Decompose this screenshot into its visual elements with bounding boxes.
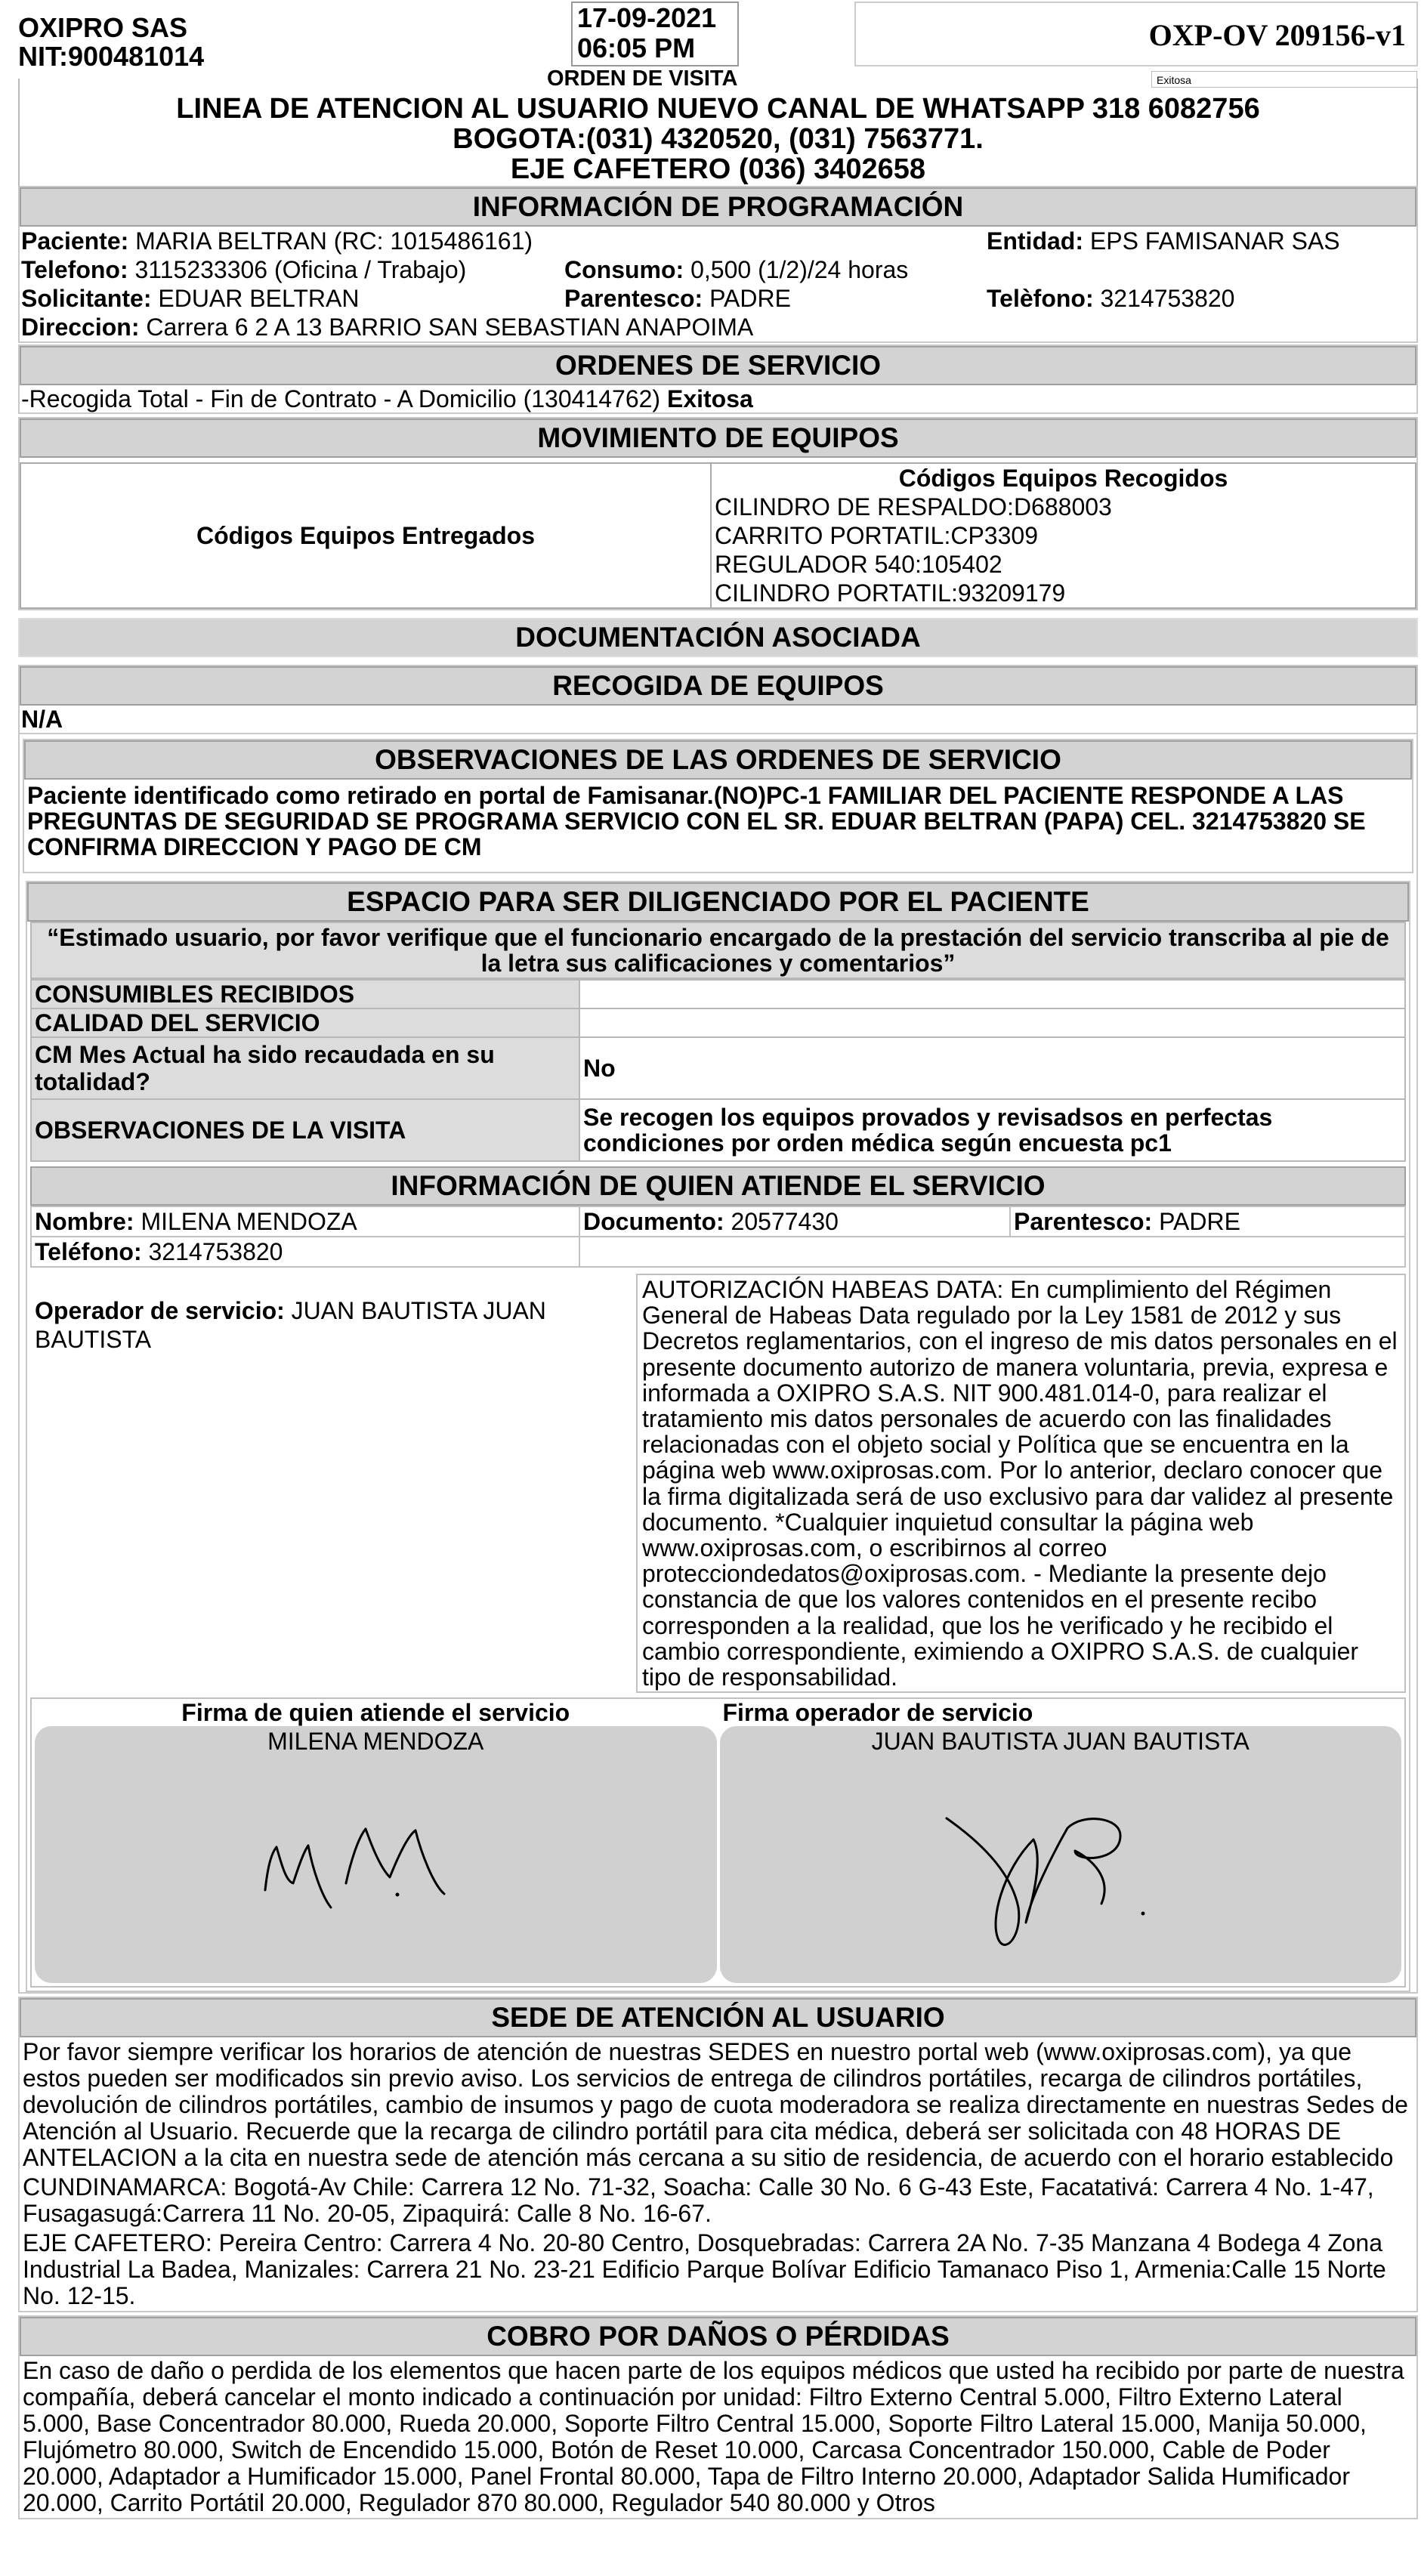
table-row [31, 1037, 1405, 1099]
firmas-row [30, 1697, 1406, 1988]
solicitante-cell [20, 284, 563, 313]
atiende-telefono-label: Teléfono: [35, 1238, 142, 1265]
firma-atiende-card [35, 1726, 717, 1983]
consumibles-value [579, 980, 1405, 1008]
table-row [31, 1237, 1405, 1267]
company-block [18, 14, 204, 71]
atiende-documento-cell [579, 1206, 1010, 1237]
paciente-space-subtitle: “Estimado usuario, por favor verifique que el funcionario encargado de la prestación del servicio transcriba al pie de la letra sus calificaciones y comentarios” [30, 922, 1406, 979]
table-row [31, 1099, 1405, 1161]
recogido-item: CARRITO PORTATIL:CP3309 [715, 522, 1038, 549]
bogota-line: BOGOTA:(031) 4320520, (031) 7563771. [453, 123, 984, 155]
recogido-item: CILINDRO PORTATIL:93209179 [715, 579, 1066, 607]
documentacion-title: DOCUMENTACIÓN ASOCIADA [18, 618, 1418, 657]
observaciones-text: Paciente identificado como retirado en portal de Famisanar.(NO)PC-1 FAMILIAR DEL PACIENTE RESPONDE A LAS PREGUNTAS DE SEGURIDAD SE PROGRAMA SERVICIO CON EL SR. EDUAR BELTRAN (PAPA) CEL. 3214753820 SE CONFIRMA DIRECCION Y PAGO DE CM [27, 782, 1366, 860]
cm-value: No [579, 1037, 1405, 1099]
recogidos-label: Códigos Equipos Recogidos [898, 465, 1228, 492]
operador-label: Operador de servicio: [35, 1297, 285, 1324]
cm-label: CM Mes Actual ha sido recaudada en su totalidad? [31, 1037, 579, 1099]
paciente-value: MARIA BELTRAN (RC: 1015486161) [135, 227, 533, 255]
equipos-table [20, 462, 1416, 609]
visit-date: 17-09-2021 [577, 2, 717, 33]
operador-habeas-row [30, 1274, 1406, 1693]
firma-operador-label: Firma operador de servicio [722, 1699, 1033, 1727]
entidad-label: Entidad: [987, 227, 1083, 255]
company-name: OXIPRO SAS [18, 12, 188, 43]
consumibles-label: CONSUMIBLES RECIBIDOS [31, 980, 579, 1008]
contact-lines [18, 79, 1418, 186]
direccion-value: Carrera 6 2 A 13 BARRIO SAN SEBASTIAN ANAPOIMA [146, 314, 754, 341]
firma-atiende-name: MILENA MENDOZA [267, 1728, 484, 1756]
firma-operador-card [720, 1726, 1402, 1983]
solicitante-label: Solicitante: [21, 285, 152, 312]
orden-item [20, 385, 1416, 412]
paciente-space-section [26, 881, 1410, 1992]
firma-atiende-label: Firma de quien atiende el servicio [181, 1699, 570, 1727]
atiende-telefono-value: 3214753820 [148, 1238, 283, 1265]
entidad-value: EPS FAMISANAR SAS [1089, 227, 1340, 255]
habeas-data-text: AUTORIZACIÓN HABEAS DATA: En cumplimiento del Régimen General de Habeas Data regulado por la Ley 1581 de 2012 y sus Decretos reglamentarios, con el ingreso de mis datos personales en el presente documento autorizo de manera voluntaria, previa, expresa e informada a OXIPRO S.A.S. NIT 900.481.014-0, para realizar el tratamiento mis datos personales de acuerdo con las finalidades relacionadas con el objeto social y Política que se encuentra en la página web www.oxiprosas.com. Por lo anterior, declaro conocer que la firma digitalizada será de uso exclusivo para dar validez al presente documento. *Cualquier inquietud consultar la página web www.oxiprosas.com, o escribirnos al correo protecciondedatos@oxiprosas.com. - Mediante la presente dejo constancia de que los valores contenidos en el presente recibo corresponden a la realidad, que los he verificado y he recibido el cambio correspondiente, eximiendo a OXIPRO S.A.S. de cualquier tipo de responsabilidad. [636, 1274, 1406, 1693]
empty-cell [579, 1237, 1405, 1267]
movimiento-title: MOVIMIENTO DE EQUIPOS [20, 419, 1416, 458]
sede-paragraph-1: Por favor siempre verificar los horarios de atención de nuestras SEDES en nuestro portal web (www.oxiprosas.com), ya que estos pueden ser modificados sin previo aviso. Los servicios de entrega de cilindros portátiles, recarga de cilindros portátiles, devolución de cilindros portátiles, cambio de insumos y pago de cuota moderadora se realiza directamente en nuestras Sedes de Atención al Usuario. Recuerde que la recarga de cilindro portátil para cita médica, deberá ser solicitada con 48 HORAS DE ANTELACION a la cita en nuestra sede de atención más cercana a su sitio de residencia, de acuerdo con el horario establecido [23, 2038, 1408, 2172]
cobro-title: COBRO POR DAÑOS O PÉRDIDAS [20, 2317, 1416, 2356]
atiende-parentesco-label: Parentesco: [1014, 1208, 1153, 1235]
sede-paragraph-2: CUNDINAMARCA: Bogotá-Av Chile: Carrera 12 No. 71-32, Soacha: Calle 30 No. 6 G-43 Este, Facatativá: Carrera 4 No. 1-47, Fusagasugá:Carrera 11 No. 20-05, Zipaquirá: Calle 8 No. 16-67. [23, 2173, 1374, 2228]
atiende-title: INFORMACIÓN DE QUIEN ATIENDE EL SERVICIO [30, 1166, 1406, 1206]
recogida-title: RECOGIDA DE EQUIPOS [20, 666, 1416, 706]
direccion-cell [20, 313, 1416, 341]
signature-jb-image [720, 1756, 1404, 1983]
date-box [571, 2, 739, 66]
paciente-label: Paciente: [21, 227, 129, 255]
cobro-text: En caso de daño o perdida de los elementos que hacen parte de los equipos médicos que usted ha recibido por parte de nuestra compañía, deberá cancelar el monto indicado a continuación por unidad: Filtro Externo Central 5.000, Filtro Externo Lateral 5.000, Base Concentrador 80.000, Rueda 20.000, Soporte Filtro Central 15.000, Soporte Filtro Lateral 15.000, Manija 50.000, Flujómetro 80.000, Switch de Encendido 15.000, Botón de Reset 10.000, Carcasa Concentrador 150.000, Cable de Poder 20.000, Adaptador a Humificador 15.000, Panel Frontal 80.000, Tapa de Filtro Interno 20.000, Adaptador Salida Humificador 20.000, Carrito Portátil 20.000, Regulador 870 80.000, Regulador 540 80.000 y Otros [23, 2357, 1404, 2517]
sede-title: SEDE DE ATENCIÓN AL USUARIO [20, 1998, 1416, 2037]
recogido-item: REGULADOR 540:105402 [715, 551, 1002, 578]
sede-section [18, 1997, 1418, 2312]
programacion-section [18, 186, 1418, 343]
calidad-label: CALIDAD DEL SERVICIO [31, 1008, 579, 1037]
telefono2-label: Telèfono: [987, 285, 1094, 312]
cobro-section [18, 2315, 1418, 2519]
consumo-value: 0,500 (1/2)/24 horas [690, 256, 909, 283]
consumo-cell [563, 255, 985, 284]
operador-value: JUAN BAUTISTA JUAN BAUTISTA [35, 1297, 546, 1353]
document-page [18, 0, 1418, 2519]
document-type: ORDEN DE VISITA [547, 66, 738, 91]
orden-item-text: -Recogida Total - Fin de Contrato - A Domicilio (130414762) [21, 385, 661, 412]
status-field: Exitosa [1151, 71, 1417, 88]
table-row [31, 1008, 1405, 1037]
observaciones-section [23, 739, 1413, 873]
atiende-nombre-value: MILENA MENDOZA [141, 1208, 357, 1235]
atiende-nombre-label: Nombre: [35, 1208, 134, 1235]
telefono-value: 3115233306 (Oficina / Trabajo) [134, 256, 467, 283]
obs-visita-label: OBSERVACIONES DE LA VISITA [31, 1099, 579, 1161]
atiende-table [30, 1206, 1406, 1268]
empty-cell [985, 255, 1416, 284]
paciente-space-table [30, 979, 1406, 1162]
atiende-documento-label: Documento: [583, 1208, 724, 1235]
telefono2-cell [985, 284, 1416, 313]
parentesco-cell [563, 284, 985, 313]
sede-paragraph-3: EJE CAFETERO: Pereira Centro: Carrera 4 No. 20-80 Centro, Dosquebradas: Carrera 2A No. 7-35 Manzana 4 Bodega 4 Zona Industrial La Badea, Manizales: Carrera 21 No. 23-21 Edificio Parque Bolívar Edificio Tamanaco Piso 1, Armenia:Calle 15 Norte No. 12-15. [23, 2229, 1386, 2310]
recogida-value: N/A [20, 706, 1416, 734]
solicitante-value: EDUAR BELTRAN [158, 285, 360, 312]
company-nit: NIT:900481014 [18, 41, 205, 72]
recogido-item: CILINDRO DE RESPALDO:D688003 [715, 493, 1112, 520]
orden-item-status: Exitosa [666, 385, 753, 412]
direccion-label: Direccion: [21, 314, 140, 341]
paciente-cell [20, 227, 985, 255]
entidad-cell [985, 227, 1416, 255]
operador-cell [30, 1274, 636, 1693]
telefono-label: Telefono: [21, 256, 128, 283]
recogida-section [18, 665, 1418, 1994]
atiende-parentesco-cell [1010, 1206, 1405, 1237]
atiende-nombre-cell [31, 1206, 579, 1237]
consumo-label: Consumo: [564, 256, 684, 283]
eje-cafetero-line: EJE CAFETERO (036) 3402658 [510, 153, 926, 185]
movimiento-section [18, 417, 1418, 610]
firma-operador-block [720, 1699, 1402, 1983]
document-header [18, 2, 1418, 91]
telefono2-value: 3214753820 [1100, 285, 1235, 312]
telefono-cell [20, 255, 563, 284]
programacion-table [20, 227, 1416, 341]
firma-atiende-block [35, 1699, 717, 1983]
parentesco-label: Parentesco: [564, 285, 703, 312]
whatsapp-line: LINEA DE ATENCION AL USUARIO NUEVO CANAL DE WHATSAPP 318 6082756 [176, 93, 1260, 125]
visit-time: 06:05 PM [577, 32, 696, 63]
parentesco-value: PADRE [709, 285, 791, 312]
atiende-parentesco-value: PADRE [1159, 1208, 1240, 1235]
recogidos-cell [711, 463, 1416, 608]
programacion-title: INFORMACIÓN DE PROGRAMACIÓN [20, 187, 1416, 227]
calidad-value [579, 1008, 1405, 1037]
ordenes-title: ORDENES DE SERVICIO [20, 346, 1416, 385]
atiende-telefono-cell [31, 1237, 579, 1267]
ordenes-section [18, 344, 1418, 414]
signature-mm-image [35, 1756, 719, 1983]
entregados-label: Códigos Equipos Entregados [20, 463, 711, 608]
table-row [31, 980, 1405, 1008]
paciente-space-title: ESPACIO PARA SER DILIGENCIADO POR EL PACIENTE [27, 882, 1409, 922]
atiende-documento-value: 20577430 [731, 1208, 839, 1235]
obs-visita-value: Se recogen los equipos provados y revisadsos en perfectas condiciones por orden médica según encuesta pc1 [579, 1099, 1405, 1161]
document-id: OXP-OV 209156-v1 [854, 2, 1418, 66]
observaciones-title: OBSERVACIONES DE LAS ORDENES DE SERVICIO [24, 740, 1412, 780]
table-row [31, 1206, 1405, 1237]
firma-operador-name: JUAN BAUTISTA JUAN BAUTISTA [871, 1728, 1250, 1756]
